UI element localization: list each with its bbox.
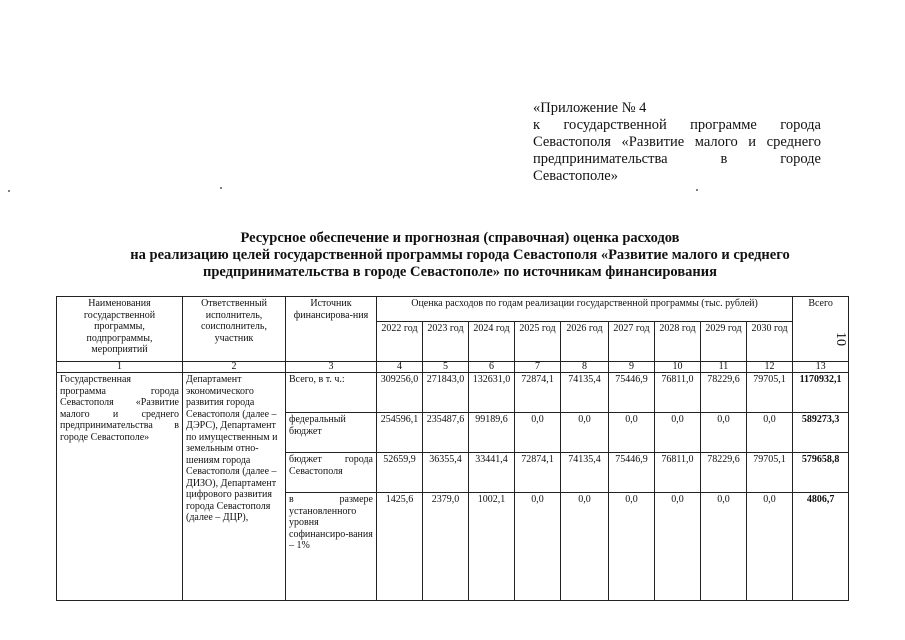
year-2029: 2029 год [701,322,747,362]
document-title [60,230,860,281]
year-2024: 2024 год [469,322,515,362]
value-cell: 99189,6 [469,413,515,453]
source-cell: федеральный бюджет [286,413,377,453]
value-cell: 76811,0 [655,373,701,413]
year-2027: 2027 год [609,322,655,362]
total-cell: 579658,8 [793,453,849,493]
appendix-line-3: Севастополя «Развитие малого и среднего [533,134,821,150]
header-estimate: Оценка расходов по годам реализации государственной программы (тыс. рублей) [377,297,793,322]
title-line-3: предпринимательства в городе Севастополе» по источникам финансирования [203,264,717,280]
value-cell: 75446,9 [609,453,655,493]
col-number: 3 [286,362,377,373]
value-cell: 271843,0 [423,373,469,413]
value-cell: 0,0 [747,493,793,601]
title-line-1: Ресурсное обеспечение и прогнозная (справочная) оценка расходов [240,230,680,246]
column-number-row [57,362,849,373]
value-cell: 0,0 [515,413,561,453]
value-cell: 0,0 [701,413,747,453]
year-2028: 2028 год [655,322,701,362]
col-number: 5 [423,362,469,373]
total-cell: 589273,3 [793,413,849,453]
col-number: 10 [655,362,701,373]
page-number: 10 [833,332,848,346]
scan-speck [696,189,698,191]
scan-speck [220,187,222,189]
year-2026: 2026 год [561,322,609,362]
header-source: Источник финансирова-ния [286,297,377,362]
value-cell: 0,0 [701,493,747,601]
header-row-1 [57,297,849,322]
year-2023: 2023 год [423,322,469,362]
value-cell: 72874,1 [515,453,561,493]
value-cell: 0,0 [561,413,609,453]
value-cell: 36355,4 [423,453,469,493]
value-cell: 309256,0 [377,373,423,413]
col-number: 9 [609,362,655,373]
col-number: 13 [793,362,849,373]
col-number: 6 [469,362,515,373]
col-number: 12 [747,362,793,373]
value-cell: 75446,9 [609,373,655,413]
source-cell: Всего, в т. ч.: [286,373,377,413]
header-total: Всего [793,297,849,362]
value-cell: 0,0 [515,493,561,601]
value-cell: 1425,6 [377,493,423,601]
value-cell: 132631,0 [469,373,515,413]
appendix-note [533,100,821,185]
value-cell: 0,0 [655,413,701,453]
value-cell: 254596,1 [377,413,423,453]
value-cell: 0,0 [655,493,701,601]
value-cell: 235487,6 [423,413,469,453]
resources-table [56,296,849,601]
value-cell: 0,0 [609,493,655,601]
appendix-line-5: Севастополе» [533,168,618,184]
year-2030: 2030 год [747,322,793,362]
program-name-cell: Государственная программа города Севастополя «Развитие малого и среднего предпринимательства в городе Севастополе» [57,373,183,601]
year-2025: 2025 год [515,322,561,362]
col-number: 4 [377,362,423,373]
value-cell: 78229,6 [701,373,747,413]
header-name: Наименования государственной программы, подпрограммы, мероприятий [57,297,183,362]
col-number: 7 [515,362,561,373]
title-line-2: на реализацию целей государственной программы города Севастополя «Развитие малого и среднего [130,247,790,263]
total-cell: 1170932,1 [793,373,849,413]
scan-speck [8,190,10,192]
col-number: 2 [183,362,286,373]
value-cell: 79705,1 [747,453,793,493]
value-cell: 0,0 [609,413,655,453]
appendix-line-2: к государственной программе города [533,117,821,133]
executors-cell: Департамент экономического развития города Севастополя (далее – ДЭРС), Департамент по имущественным и земельным отно-шениям города Севастополя (далее – ДИЗО), Департамент цифрового развития города Севастополя (далее – ДЦР), [183,373,286,601]
col-number: 1 [57,362,183,373]
source-cell: бюджет города Севастополя [286,453,377,493]
value-cell: 0,0 [747,413,793,453]
header-executor: Ответственный исполнитель, соисполнитель, участник [183,297,286,362]
value-cell: 76811,0 [655,453,701,493]
value-cell: 72874,1 [515,373,561,413]
year-2022: 2022 год [377,322,423,362]
col-number: 8 [561,362,609,373]
value-cell: 2379,0 [423,493,469,601]
col-number: 11 [701,362,747,373]
source-cell: в размере установленного уровня софинансиро-вания – 1% [286,493,377,601]
value-cell: 1002,1 [469,493,515,601]
value-cell: 79705,1 [747,373,793,413]
total-cell: 4806,7 [793,493,849,601]
table-row [57,373,849,413]
value-cell: 52659,9 [377,453,423,493]
value-cell: 33441,4 [469,453,515,493]
appendix-line-1: «Приложение № 4 [533,100,647,116]
value-cell: 0,0 [561,493,609,601]
value-cell: 78229,6 [701,453,747,493]
appendix-line-4: предпринимательства в городе [533,151,821,167]
value-cell: 74135,4 [561,373,609,413]
value-cell: 74135,4 [561,453,609,493]
